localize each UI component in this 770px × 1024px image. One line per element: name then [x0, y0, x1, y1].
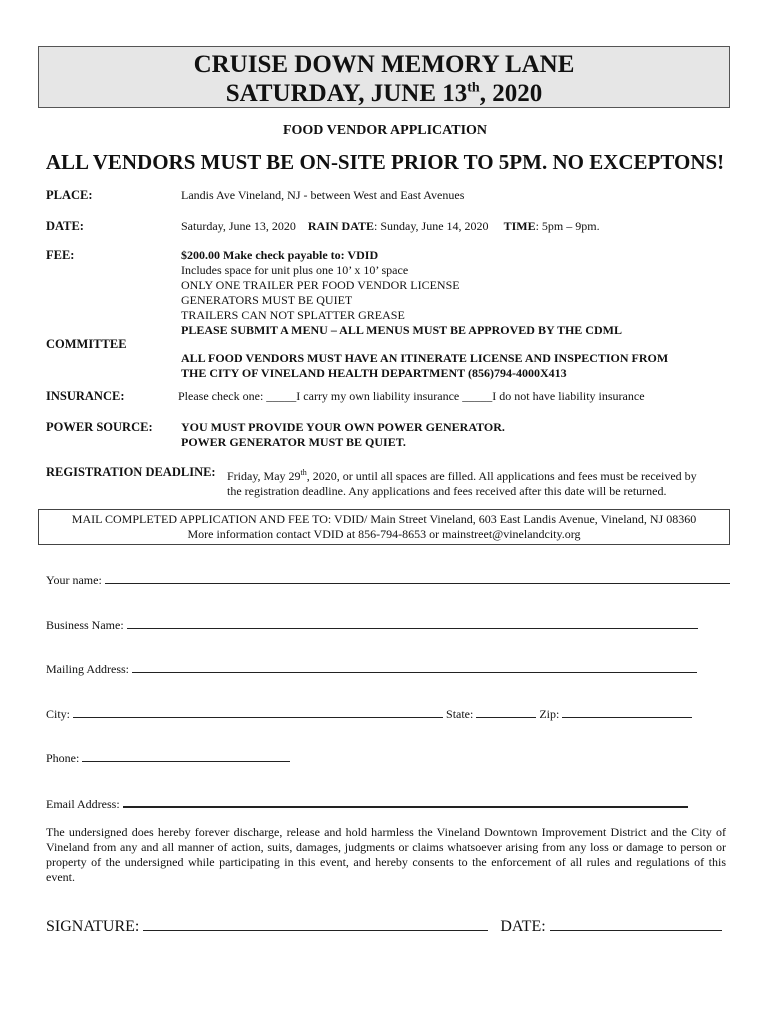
- event-date-year: , 2020: [479, 80, 543, 107]
- phone-line[interactable]: [82, 751, 290, 762]
- title-box: [38, 46, 730, 108]
- signature-date-line[interactable]: [550, 918, 722, 931]
- fee-line: $200.00 Make check payable to: VDID: [181, 248, 379, 262]
- vendor-banner: ALL VENDORS MUST BE ON-SITE PRIOR TO 5PM. NO EXCEPTONS!: [45, 150, 725, 174]
- power-line: YOU MUST PROVIDE YOUR OWN POWER GENERATOR.: [181, 420, 505, 434]
- rain-date-value: : Sunday, June 14, 2020: [374, 219, 489, 233]
- phone-label: Phone:: [46, 751, 80, 765]
- email-label: Email Address:: [46, 797, 120, 811]
- event-date-sup: th: [467, 80, 480, 96]
- signature-date-label: DATE:: [500, 918, 546, 935]
- event-date-title: [39, 79, 729, 108]
- time-value: : 5pm – 9pm.: [535, 219, 600, 233]
- business-name-label: Business Name:: [46, 618, 124, 632]
- city-state-zip-field[interactable]: [46, 707, 692, 722]
- mail-address-line: MAIL COMPLETED APPLICATION AND FEE TO: VDID/ Main Street Vineland, 603 East Landis Avenue, Vineland, NJ 08360: [71, 512, 697, 526]
- deadline-line: the registration deadline. Any applications and fees received after this date will be returned.: [227, 484, 667, 498]
- event-title: CRUISE DOWN MEMORY LANE: [193, 51, 575, 78]
- fee-line: PLEASE SUBMIT A MENU – ALL MENUS MUST BE APPROVED BY THE CDML: [181, 323, 622, 337]
- email-field[interactable]: [46, 796, 688, 812]
- date-value: Saturday, June 13, 2020: [181, 219, 296, 233]
- city-line[interactable]: [73, 707, 443, 718]
- signature-line[interactable]: [143, 918, 488, 931]
- deadline-date: Friday, May 29: [227, 469, 301, 483]
- mailing-address-label: Mailing Address:: [46, 662, 129, 676]
- fee-line: ONLY ONE TRAILER PER FOOD VENDOR LICENSE: [181, 278, 460, 292]
- release-statement: The undersigned does hereby forever discharge, release and hold harmless the Vineland Downtown Improvement District and the City of Vineland from any and all manner of action, suits, damages, judgments or claims whatsoever arising from any loss or damage to person or property of the undersigned while participating in this event, and hereby consents to the enforcement of all rules and regulations of this event.: [46, 825, 726, 884]
- your-name-label: Your name:: [46, 573, 102, 587]
- signature-row[interactable]: [46, 918, 722, 936]
- signature-label: SIGNATURE:: [46, 918, 140, 935]
- state-label: State:: [446, 707, 474, 721]
- committee-line: THE CITY OF VINELAND HEALTH DEPARTMENT (856)794-4000X413: [181, 366, 567, 380]
- fee-line: GENERATORS MUST BE QUIET: [181, 293, 353, 307]
- zip-line[interactable]: [562, 707, 692, 718]
- business-name-field[interactable]: [46, 618, 698, 633]
- deadline-text: , 2020, or until all spaces are filled. All applications and fees must be received by: [306, 469, 697, 483]
- committee-block: [181, 351, 668, 381]
- fee-line: TRAILERS CAN NOT SPLATTER GREASE: [181, 308, 405, 322]
- mail-info-box: [38, 509, 730, 545]
- contact-info-line: More information contact VDID at 856-794-8653 or mainstreet@vinelandcity.org: [187, 527, 581, 541]
- time-label: TIME: [503, 219, 536, 233]
- form-subtitle: FOOD VENDOR APPLICATION: [282, 123, 488, 138]
- email-line[interactable]: [123, 796, 688, 808]
- power-source-label: POWER SOURCE:: [46, 420, 153, 434]
- state-line[interactable]: [476, 707, 536, 718]
- power-source-block: [181, 420, 505, 450]
- date-label: DATE:: [46, 219, 84, 233]
- deadline-label: REGISTRATION DEADLINE:: [46, 465, 216, 479]
- insurance-label: INSURANCE:: [46, 389, 125, 403]
- business-name-line[interactable]: [127, 618, 698, 629]
- deadline-block: [227, 465, 727, 499]
- fee-block: [181, 248, 622, 338]
- committee-line: ALL FOOD VENDORS MUST HAVE AN ITINERATE LICENSE AND INSPECTION FROM: [181, 351, 669, 365]
- power-line: POWER GENERATOR MUST BE QUIET.: [181, 435, 406, 449]
- rain-date-label: RAIN DATE: [307, 219, 374, 233]
- place-label: PLACE:: [46, 188, 93, 202]
- insurance-value[interactable]: Please check one: _____I carry my own liability insurance _____I do not have liability insurance: [178, 389, 645, 403]
- mailing-address-line[interactable]: [132, 662, 697, 673]
- fee-label: FEE:: [46, 248, 75, 262]
- committee-label: COMMITTEE: [46, 337, 127, 351]
- event-date-text: SATURDAY, JUNE 13: [225, 80, 468, 107]
- your-name-field[interactable]: [46, 573, 730, 588]
- city-label: City:: [46, 707, 71, 721]
- mailing-address-field[interactable]: [46, 662, 697, 677]
- place-value: Landis Ave Vineland, NJ - between West and East Avenues: [181, 188, 465, 202]
- deadline-line: [227, 465, 727, 484]
- fee-line: Includes space for unit plus one 10’ x 10’ space: [181, 263, 409, 277]
- zip-label: Zip:: [539, 707, 560, 721]
- deadline-sup: th: [300, 468, 307, 477]
- date-row: [181, 219, 600, 234]
- your-name-line[interactable]: [105, 573, 730, 584]
- phone-field[interactable]: [46, 751, 290, 766]
